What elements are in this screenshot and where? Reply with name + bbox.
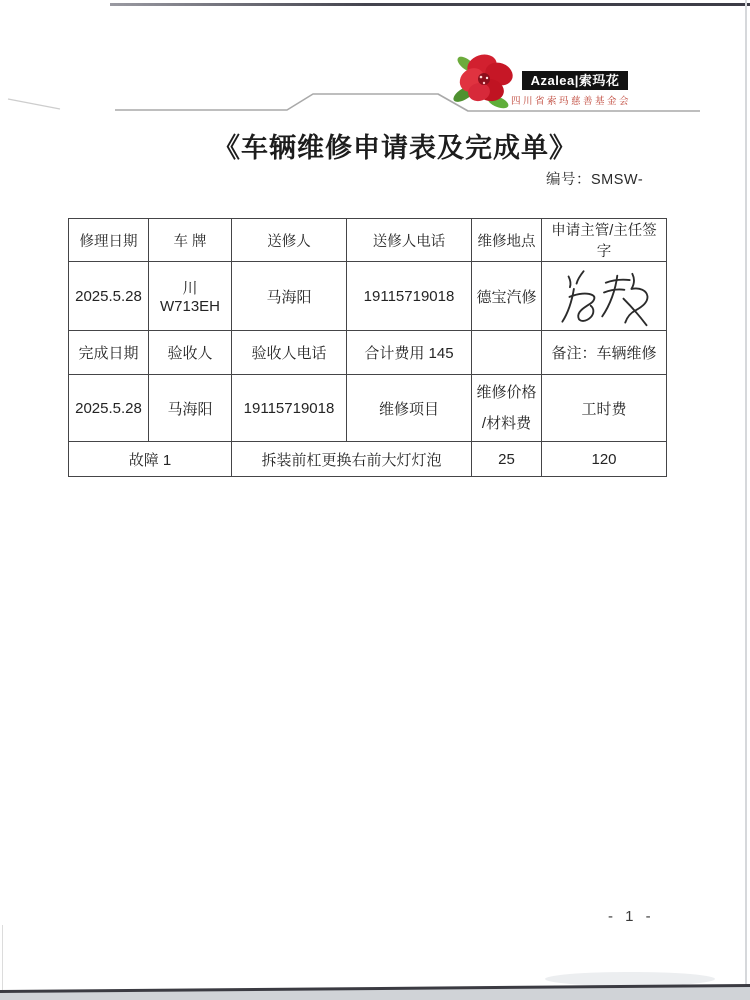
cell-sender: 马海阳 <box>232 262 347 331</box>
cell-repair-location: 德宝汽修 <box>472 262 542 331</box>
cell-repair-item-label: 维修项目 <box>347 375 472 442</box>
cell-total-cost: 合计费用 145 <box>347 331 472 375</box>
cell-empty <box>472 331 542 375</box>
cell-fault-price: 25 <box>472 442 542 477</box>
repair-form-table <box>68 218 667 477</box>
cell-plate: 川 W713EH <box>149 262 232 331</box>
price-label-line1: 维修价格 <box>476 384 537 401</box>
cell-complete-date: 2025.5.28 <box>69 375 149 442</box>
cell-repair-date: 2025.5.28 <box>69 262 149 331</box>
logo-banner: Azalea|索玛花 <box>522 71 628 90</box>
document-title: 《车辆维修申请表及完成单》 <box>213 133 577 163</box>
handwritten-signature <box>548 265 660 327</box>
header-row <box>69 219 667 262</box>
cell-complete-date-label: 完成日期 <box>69 331 149 375</box>
request-data-row <box>69 262 667 331</box>
header-sender: 送修人 <box>232 219 347 262</box>
logo-subtitle: 四川省索玛慈善基金会 <box>511 96 632 107</box>
cell-inspector: 马海阳 <box>149 375 232 442</box>
cell-fault-description: 拆装前杠更换右前大灯灯泡 <box>232 442 472 477</box>
header-plate: 车 牌 <box>149 219 232 262</box>
cell-remark: 备注：车辆维修 <box>542 331 667 375</box>
scan-edge-bottom <box>0 960 750 1000</box>
price-label-line2: /材料费 <box>481 415 532 432</box>
completion-header-row <box>69 331 667 375</box>
cell-fault-labor: 120 <box>542 442 667 477</box>
cell-inspector-phone: 19115719018 <box>232 375 347 442</box>
charity-logo <box>452 48 667 110</box>
scan-edge-top <box>110 3 750 6</box>
cell-sender-phone: 19115719018 <box>347 262 472 331</box>
cell-signature <box>542 262 667 331</box>
header-repair-location: 维修地点 <box>472 219 542 262</box>
cell-fault-1: 故障 1 <box>69 442 232 477</box>
cell-labor-fee-label: 工时费 <box>542 375 667 442</box>
header-supervisor-signature: 申请主管/主任签字 <box>542 219 667 262</box>
document-number: 编号：SMSW- <box>546 172 644 188</box>
cell-inspector-label: 验收人 <box>149 331 232 375</box>
cell-inspector-phone-label: 验收人电话 <box>232 331 347 375</box>
header-sender-phone: 送修人电话 <box>347 219 472 262</box>
completion-data-row <box>69 375 667 442</box>
cell-price-material-label <box>472 375 542 442</box>
fault-row <box>69 442 667 477</box>
header-repair-date: 修理日期 <box>69 219 149 262</box>
page-number: - 1 - <box>608 908 655 925</box>
